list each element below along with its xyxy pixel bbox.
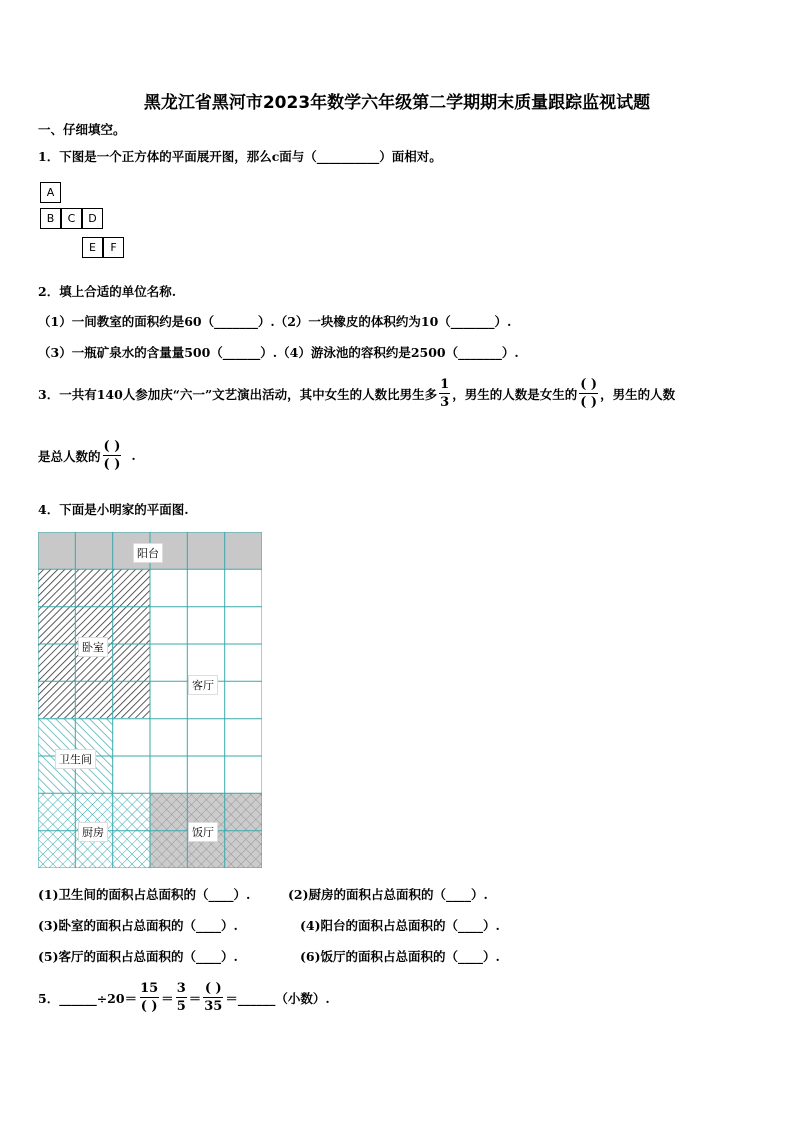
q4-answer-1: (1)卫生间的面积占总面积的（____）. — [38, 887, 251, 902]
label-bedroom: 卧室 — [78, 637, 108, 657]
net-cell-e: E — [82, 237, 103, 258]
q5-frac3-den: 35 — [204, 999, 223, 1014]
question-5 — [38, 982, 330, 1013]
net-cell-c: C — [61, 208, 82, 229]
q3-part5: . — [131, 448, 136, 463]
q4-answer-4: (4)阳台的面积占总面积的（____）. — [300, 918, 500, 933]
q5-frac2-num: 3 — [176, 981, 186, 996]
q3-blank-fraction-2 — [103, 440, 122, 471]
question-4: 4．下面是小明家的平面图. — [38, 502, 189, 517]
q4-answer-6: (6)饭厅的面积占总面积的（____）. — [300, 949, 500, 964]
question-2: 2．填上合适的单位名称. — [38, 284, 177, 299]
q4-answer-3: (3)卧室的面积占总面积的（____）. — [38, 918, 238, 933]
q5-frac1-num: 15 — [140, 981, 159, 996]
floor-plan — [38, 532, 262, 868]
q3-frac1-num: 1 — [440, 377, 450, 392]
q5-fraction-1 — [139, 982, 159, 1013]
net-cell-d: D — [82, 208, 103, 229]
q3-part1: 3．一共有140人参加庆“六一”文艺演出活动，其中女生的人数比男生多 — [38, 386, 438, 402]
q5-fraction-3 — [203, 982, 223, 1013]
question-3-cont — [38, 440, 136, 471]
label-balcony: 阳台 — [133, 543, 163, 563]
q3-blank-fraction-1 — [579, 378, 598, 409]
section-heading: 一、仔细填空。 — [38, 122, 126, 137]
page-title: 黑龙江省黑河市2023年数学六年级第二学期期末质量跟踪监视试题 — [143, 93, 651, 113]
q3-blank2-num: ( ) — [103, 439, 121, 454]
q3-frac1-den: 3 — [440, 395, 450, 410]
q5-lead: 5．______÷20＝ — [38, 990, 138, 1006]
q5-fraction-2 — [176, 982, 187, 1013]
q5-equals-1: ＝ — [161, 990, 174, 1006]
label-kitchen: 厨房 — [78, 822, 108, 842]
net-cell-f: F — [103, 237, 124, 258]
question-2-line-1: （1）一间教室的面积约是60（_______）.（2）一块橡皮的体积约为10（_______）. — [38, 314, 512, 329]
net-cell-b: B — [40, 208, 61, 229]
q5-equals-2: ＝ — [188, 990, 202, 1006]
q3-blank2-den: ( ) — [103, 457, 121, 472]
q5-tail: ＝______（小数）. — [225, 990, 330, 1006]
q3-part4: 是总人数的 — [38, 448, 101, 464]
q3-fraction-one-third — [439, 378, 450, 409]
question-3 — [38, 378, 675, 409]
question-1: 1．下图是一个正方体的平面展开图，那么c面与（__________）面相对。 — [38, 149, 442, 164]
q4-answer-5: (5)客厅的面积占总面积的（____）. — [38, 949, 238, 964]
q3-blank1-den: ( ) — [580, 395, 598, 410]
label-dining-room: 饭厅 — [188, 822, 218, 842]
q3-blank1-num: ( ) — [580, 377, 598, 392]
q3-part2: ，男生的人数是女生的 — [452, 386, 578, 402]
label-bathroom: 卫生间 — [55, 749, 96, 769]
q4-answer-2: (2)厨房的面积占总面积的（____）. — [288, 887, 488, 902]
q5-frac1-den: ( ) — [140, 999, 158, 1014]
label-living-room: 客厅 — [188, 675, 218, 695]
q5-frac3-num: ( ) — [204, 981, 222, 996]
question-2-line-2: （3）一瓶矿泉水的含量量500（______）.（4）游泳池的容积约是2500（_______）. — [38, 345, 519, 360]
q5-frac2-den: 5 — [176, 999, 186, 1014]
q3-part3: ，男生的人数 — [600, 386, 676, 402]
net-cell-a: A — [40, 182, 61, 203]
